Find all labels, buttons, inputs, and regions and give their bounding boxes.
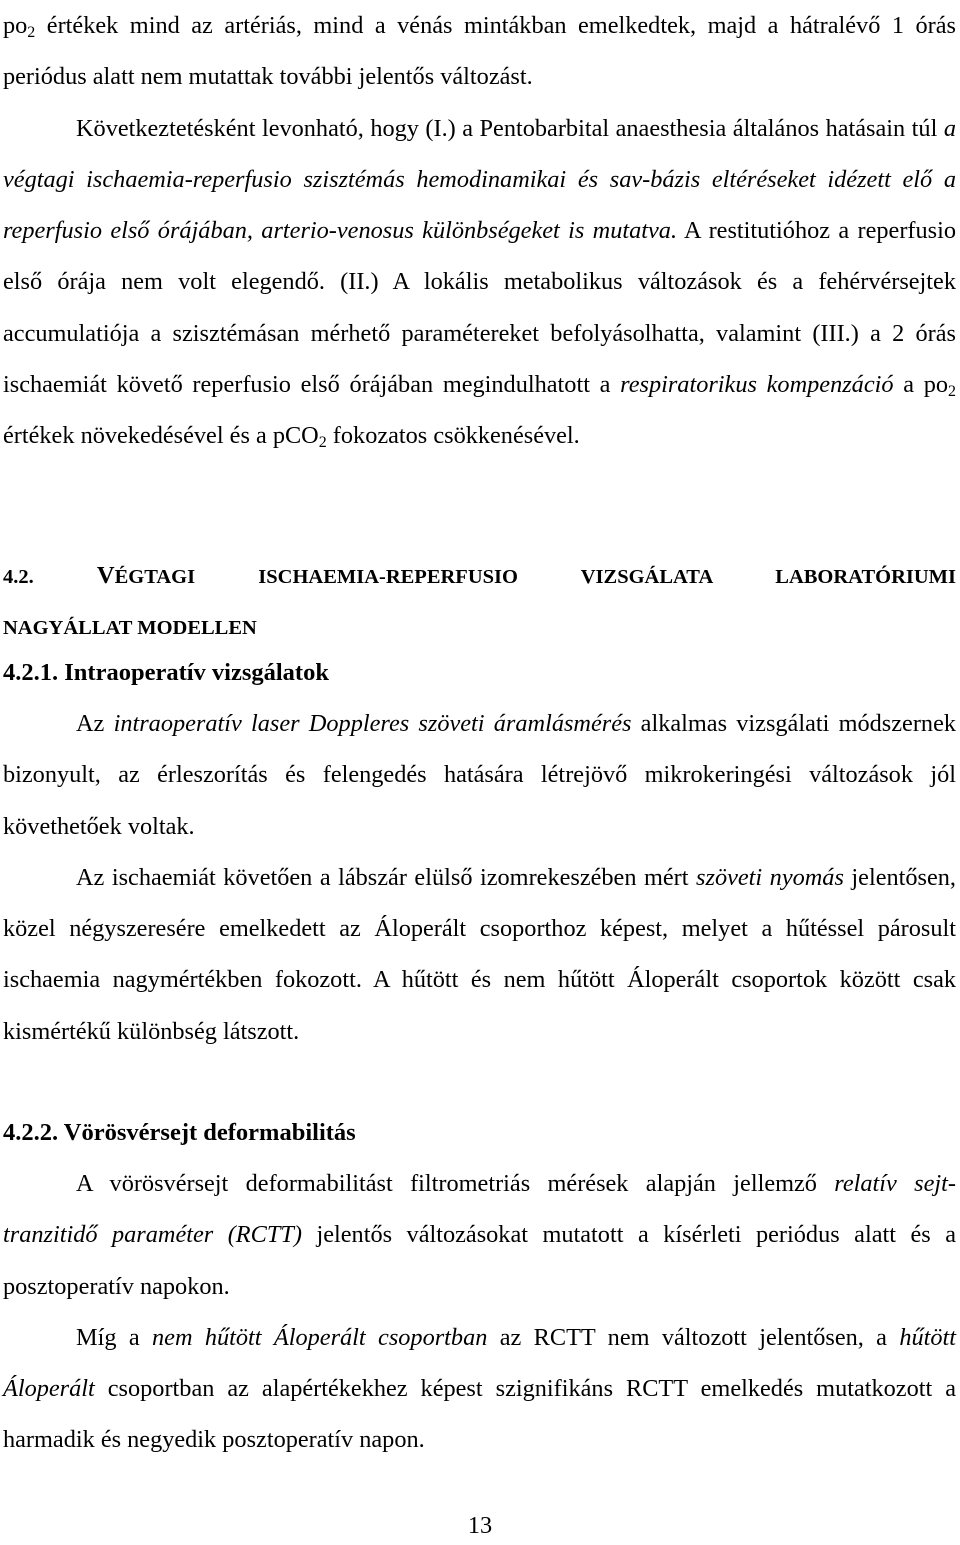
paragraph-po2-values [3,0,956,103]
italic-text-run: nem hűtött Áloperált csoportban [152,1323,488,1351]
text-run: Az [76,710,114,737]
text-run: A restitutióhoz a reperfusio első órája nem volt elegendő. (II.) A lokális metabolikus változások és a fehérvérsejtek accumulatiója a szisztémásan mérhető paramétereket befolyásolhatta, valamint (III.) a 2 órás ischaemiát követő reperfusio első órájában megindulhatott a [3,217,956,399]
italic-text-run: a végtagi ischaemia-reperfusio szisztémás hemodinamikai és sav-bázis eltéréseket idézett elő a reperfusio első órájában, arterio-venosus különbségeket is mutatva. [3,114,956,245]
text-run: jelentősen, közel négyszeresére emelkedett az Áloperált csoporthoz képest, melyet a hűtéssel párosult ischaemia nagymértékben fokozott. A hűtött és nem hűtött Áloperált csoportok között csak kismértékű különbség látszott. [3,863,956,1045]
italic-text-run: hűtött Áloperált [3,1323,957,1403]
document-page [3,0,956,1545]
subscript: 2 [318,434,327,452]
text-run: az RCTT nem változott jelentősen, a [487,1323,900,1351]
text-run: Míg a [76,1323,153,1351]
text-run: Következtetésként levonható, hogy (I.) a Pentobarbital anaesthesia általános hatásain túl [76,114,944,142]
subsection-heading-intraoperative: 4.2.1. Intraoperatív vizsgálatok [3,659,329,686]
results-conclusion-section [3,0,956,462]
subscript: 2 [948,383,957,401]
heading-number: 4.2. [3,566,97,588]
paragraph-tissue-pressure [3,852,956,1057]
italic-text-run: szöveti nyomás [696,863,844,891]
italic-text-run: respiratorikus kompenzáció [620,371,894,399]
paragraph-laser-doppler [3,698,956,852]
text-run: a po [893,371,949,399]
italic-text-run: relatív sejt-tranzitidő paraméter (RCTT) [3,1170,956,1249]
page-number: 13 [467,1512,493,1539]
text-run: Az ischaemiát követően a lábszár elülső izomrekeszében mért [76,863,697,891]
text-run: A vörösvérsejt deformabilitást filtrometriás mérések alapján jellemző [76,1170,835,1197]
section-4-2-1 [3,647,956,1057]
text-run: értékek mind az artériás, mind a vénás mintákban emelkedtek, majd a hátralévő 1 órás periódus alatt nem mutattak további jelentős változást. [3,12,956,91]
italic-text-run: intraoperatív laser Doppleres szöveti áramlásmérés [113,710,632,737]
subscript: 2 [27,24,36,41]
heading-line-1 [3,550,956,603]
text-run: csoportban az alapértékekhez képest szignifikáns RCTT emelkedés mutatkozott a harmadik és negyedik posztoperatív napon. [3,1375,956,1454]
subsection-heading-rbc-deformability: 4.2.2. Vörösvérsejt deformabilitás [3,1119,356,1146]
section-4-2-2 [3,1107,956,1466]
heading-text: ÉGTAGI ISCHAEMIA-REPERFUSIO VIZSGÁLATA LABORATÓRIUMI [114,566,956,588]
paragraph-rctt [3,1158,956,1312]
paragraph-rctt-groups [3,1312,956,1466]
paragraph-conclusion [3,103,956,462]
text-run: jelentős változásokat mutatott a kísérleti periódus alatt és a posztoperatív napokon. [3,1221,956,1300]
text-run: po [3,12,28,39]
section-heading-4-2 [3,550,956,654]
heading-capital: V [96,562,115,589]
heading-line-2: NAGYÁLLAT MODELLEN [3,617,257,639]
text-run: értékek növekedésével és a pCO [3,422,319,450]
text-run: alkalmas vizsgálati módszernek bizonyult, az érleszorítás és felengedés hatására létrejövő mikrokeringési változások jól követhetőek voltak. [3,710,957,840]
text-run: fokozatos csökkenésével. [326,422,580,450]
